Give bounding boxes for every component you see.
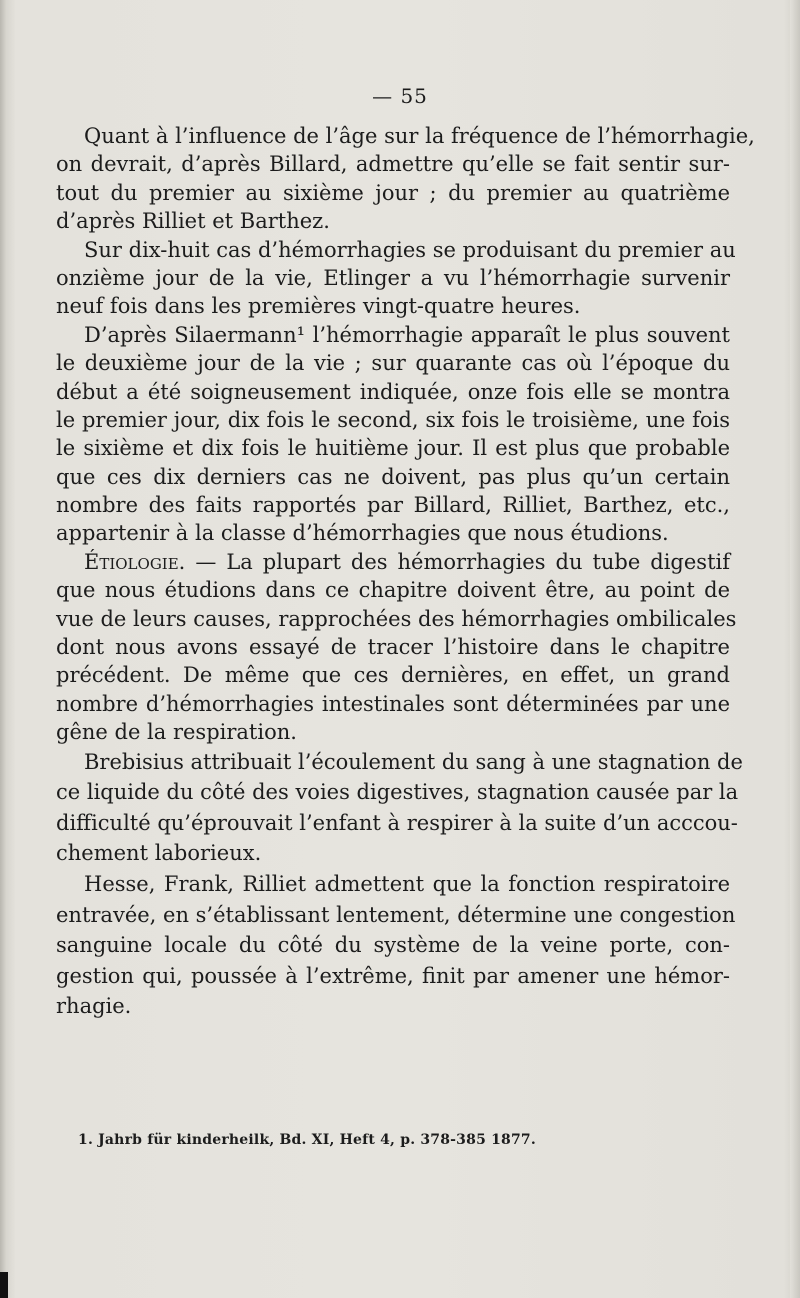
text-line-rest: — La plupart des hémorrhagies du tube digestif (185, 549, 730, 574)
paragraph-hesse-frank-rilliet (56, 869, 736, 1022)
text-line: Quant à l’influence de l’âge sur la fréquence de l’hémorrhagie, (84, 124, 755, 148)
text-line: le premier jour, dix fois le second, six fois le troisième, une fois (56, 407, 730, 432)
paragraph-etiologie (56, 548, 737, 747)
text-line: D’après Silaermann¹ l’hémorrhagie apparaît le plus souvent (84, 322, 730, 347)
text-line: gestion qui, poussée à l’extrême, finit par amener une hémor- (56, 963, 730, 988)
text-line: ce liquide du côté des voies digestives, stagnation causée par la (56, 780, 739, 805)
text-line: entravée, en s’établissant lentement, détermine une congestion (56, 902, 736, 927)
text-line: gêne de la respiration. (56, 720, 297, 745)
text-line: que ces dix derniers cas ne doivent, pas plus qu’un certain (56, 464, 730, 489)
text-line: onzième jour de la vie, Etlinger a vu l’hémorrhagie survenir (56, 265, 730, 290)
paragraph-age-influence (56, 122, 755, 236)
text-line: le sixième et dix fois le huitième jour. Il est plus que probable (56, 436, 730, 461)
text-line: que nous étudions dans ce chapitre doivent être, au point de (56, 578, 730, 603)
paragraph-etlinger (56, 236, 736, 321)
page-gutter-shadow (0, 0, 6, 1298)
text-line: le deuxième jour de la vie ; sur quarante cas où l’époque du (56, 351, 730, 376)
text-line: précédent. De même que ces dernières, en effet, un grand (56, 663, 730, 688)
scan-corner-mark (0, 1272, 8, 1298)
text-line: sanguine locale du côté du système de la veine porte, con- (56, 933, 730, 958)
page-edge-shadow (790, 0, 800, 1298)
text-line: dont nous avons essayé de tracer l’histoire dans le chapitre (56, 635, 730, 660)
text-line: début a été soigneusement indiquée, onze fois elle se montra (56, 379, 730, 404)
text-line: nombre des faits rapportés par Billard, Rilliet, Barthez, etc., (56, 493, 730, 518)
text-line: tout du premier au sixième jour ; du premier au quatrième (56, 180, 730, 205)
text-line: appartenir à la classe d’hémorrhagies que nous étudions. (56, 521, 669, 546)
text-line: vue de leurs causes, rapprochées des hémorrhagies ombilicales (56, 606, 737, 631)
page-number: — 55 (372, 84, 428, 108)
paragraph-silaermann (56, 321, 730, 548)
text-line: Brebisius attribuait l’écoulement du sang à une stagnation de (84, 749, 743, 774)
text-line: difficulté qu’éprouvait l’enfant à respirer à la suite d’un acccou- (56, 810, 738, 835)
text-line: rhagie. (56, 994, 132, 1019)
paragraph-brebisius (56, 747, 743, 869)
body-text (56, 122, 755, 1022)
text-line: neuf fois dans les premières vingt-quatre heures. (56, 294, 581, 319)
section-heading-etiologie: Étiologie. (84, 549, 186, 574)
text-line: on devrait, d’après Billard, admettre qu’elle se fait sentir sur- (56, 152, 730, 177)
text-line: chement laborieux. (56, 841, 262, 866)
footnote: 1. Jahrb für kinderheilk, Bd. XI, Heft 4, p. 378-385 1877. (78, 1132, 536, 1148)
text-line (56, 548, 730, 576)
text-line: nombre d’hémorrhagies intestinales sont déterminées par une (56, 691, 730, 716)
text-line: Hesse, Frank, Rilliet admettent que la fonction respiratoire (84, 871, 730, 896)
text-line: Sur dix-huit cas d’hémorrhagies se produisant du premier au (84, 237, 736, 262)
text-line: d’après Rilliet et Barthez. (56, 209, 330, 234)
